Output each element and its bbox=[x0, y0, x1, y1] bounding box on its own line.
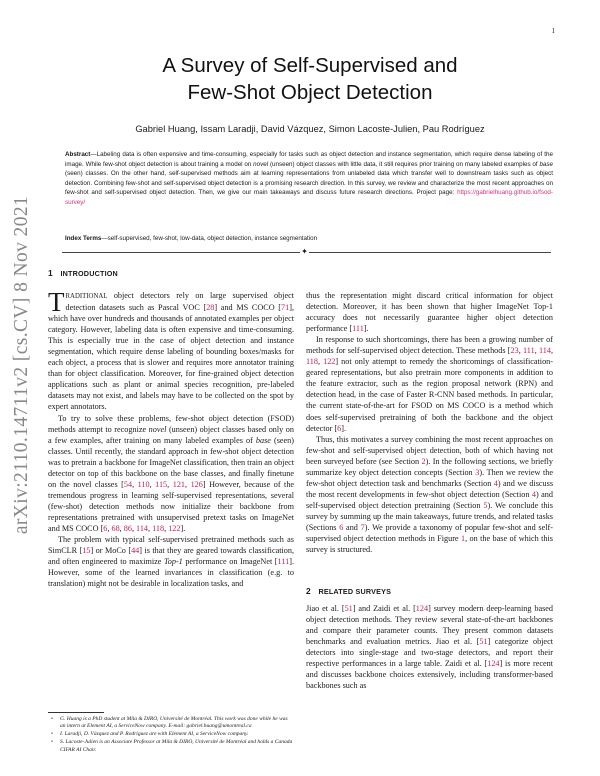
footnote-item: • G. Huang is a PhD student at Mila & DIRO, Université de Montréal. This work was done while he was an intern at Element AI, a ServiceNow company. E-mail: gabriel.huang@umontreal.ca bbox=[48, 716, 294, 731]
footnotes bbox=[48, 716, 294, 755]
footnote-item: • S. Lacoste-Julien is an Associate Professor at Mila & DIRO, Université de Montréal and holds a Canada CIFAR AI Chair. bbox=[48, 739, 294, 754]
footnote-item: • I. Laradji, D. Vázquez and P. Rodríguez are with Element AI, a ServiceNow company. bbox=[48, 731, 294, 738]
intro-paragraph-3-cont: thus the representation might discard critical information for object detection. Moreover, it has been shown that higher ImageNet Top-1 accuracy does not necessarily guarantee higher object detection performance [111]. bbox=[306, 291, 553, 334]
intro-paragraph-2: To try to solve these problems, few-shot object detection (FSOD) methods attempt to recognize novel (unseen) object classes based only on a few examples, after training on many labeled examples of base (seen) classes. Until recently, the standard approach in few-shot object detection was to pretrain a backbone for ImageNet classification, then train an object detector on top of this backbone on the base classes, and finally finetune on the novel classes [54, 110, 115, 121, 126] However, because of the tremendous progress in learning self-supervised representations, several (few-shot) detection methods now initialize their backbone from representations pretrained with unsupervised pretext tasks on ImageNet and MS COCO [6, 68, 86, 114, 118, 122]. bbox=[48, 413, 295, 533]
column-right-related bbox=[306, 603, 553, 691]
abstract: Abstract—Labeling data is often expensive and time-consuming, especially for tasks such as object detection and instance segmentation, which require dense labeling of the image. While few-shot object detection is about training a model on novel (unseen) object classes with little data, it still requires prior training on many labeled examples of base (seen) classes. On the other hand, self-supervised methods aim at learning representations from unlabeled data which transfer well to downstream tasks such as object detection. Combining few-shot and self-supervised object detection is a promising research direction. In this survey, we review and characterize the most recent approaches on few-shot and self-supervised object detection. Then, we give our main takeaways and discuss future research directions. Project page: https://gabrielhuang.github.io/fsod-survey/ bbox=[65, 151, 554, 206]
column-right bbox=[306, 290, 553, 555]
intro-paragraph-1: TRADITIONAL object detectors rely on large supervised object detection datasets such as Pascal VOC [28] and MS COCO [71], which have over hundreds and thousands of annotated examples per object category. However, labeling data is often expensive and time-consuming. This is especially true in the case of object detection and instance segmentation, which require dense labeling of bounding boxes/masks for each object, a process that is slower and requires more annotator training than for object classification. Moreover, for fine-grained object detection applications such as plant or animal species recognition, pre-labeled datasets may not exist, and labels may have to be collected on the spot by expert annotators. bbox=[48, 287, 294, 412]
intro-paragraph-5: Thus, this motivates a survey combining the most recent approaches on few-shot and self-supervised object detection, both of which having not been surveyed before (see Section 2). In the following sections, we briefly summarize key object detection concepts (Section 3). Then we review the few-shot object detection task and benchmarks (Section 4) and we discuss the most recent developments in few-shot object detection (Section 4) and self-supervised object detection pretraining (Section 5). We conclude this survey by summing up the main takeaways, future trends, and related tasks (Sections 6 and 7). We provide a taxonomy of popular few-shot and self-supervised object detection methods in Figure 1, on the base of which this survey is structured. bbox=[306, 434, 554, 555]
title-line-2: Few-Shot Object Detection bbox=[187, 81, 433, 104]
section-heading-related-surveys: 2 RELATED SURVEYS bbox=[306, 586, 392, 596]
authors: Gabriel Huang, Issam Laradji, David Vázquez, Simon Lacoste-Julien, Pau Rodríguez bbox=[135, 124, 485, 134]
page-number: 1 bbox=[551, 27, 555, 35]
intro-paragraph-4: In response to such shortcomings, there has been a growing number of methods for self-supervised object detection. These methods [23, 111, 114, 118, 122] not only attempt to remedy the shortcomings of classification-geared representations, but also pretrain more components in addition to the feature extractor, such as the region proposal network (RPN) and detection head, in the case of Faster R-CNN based methods. In particular, the current state-of-the-art for FSOD on MS COCO is a method which does self-supervised pretraining of both the backbone and the object detector [6]. bbox=[306, 335, 554, 433]
paper-title bbox=[60, 52, 560, 106]
divider-ornament: ✦ bbox=[301, 247, 308, 256]
arxiv-stamp: arXiv:2110.14711v2 [cs.CV] 8 Nov 2021 bbox=[11, 195, 33, 535]
intro-paragraph-3: The problem with typical self-supervised pretrained methods such as SimCLR [15] or MoCo [44] is that they are geared towards classification, and often engineered to maximize Top-1 performance on ImageNet [111]. However, some of the learned invariances in classification (e.g. to translation) might not be desirable in localization tasks, and bbox=[48, 535, 294, 589]
column-left bbox=[48, 287, 295, 589]
abstract-label: Abstract bbox=[65, 151, 91, 158]
footnote-rule bbox=[48, 712, 104, 713]
project-page-link[interactable]: https://gabrielhuang.github.io/fsod-survey/ bbox=[65, 189, 553, 206]
section-heading-introduction: 1 INTRODUCTION bbox=[48, 268, 118, 278]
index-terms: Index Terms—self-supervised, few-shot, low-data, object detection, instance segmentation bbox=[65, 235, 318, 242]
title-line-1: A Survey of Self-Supervised and bbox=[162, 54, 458, 77]
related-paragraph-1: Jiao et al. [51] and Zaidi et al. [124] survey modern deep-learning based object detection methods. They review several state-of-the-art backbones and compare their parameter counts. They present common datasets benchmarks and evaluation metrics. Jiao et al. [51] categorize object detectors into single-stage and two-stage detectors, and report their respective performances in a large table. Zaidi et al. [124] is more recent and discusses backbone choices extensively, including transformer-based backbones such as bbox=[306, 604, 553, 691]
